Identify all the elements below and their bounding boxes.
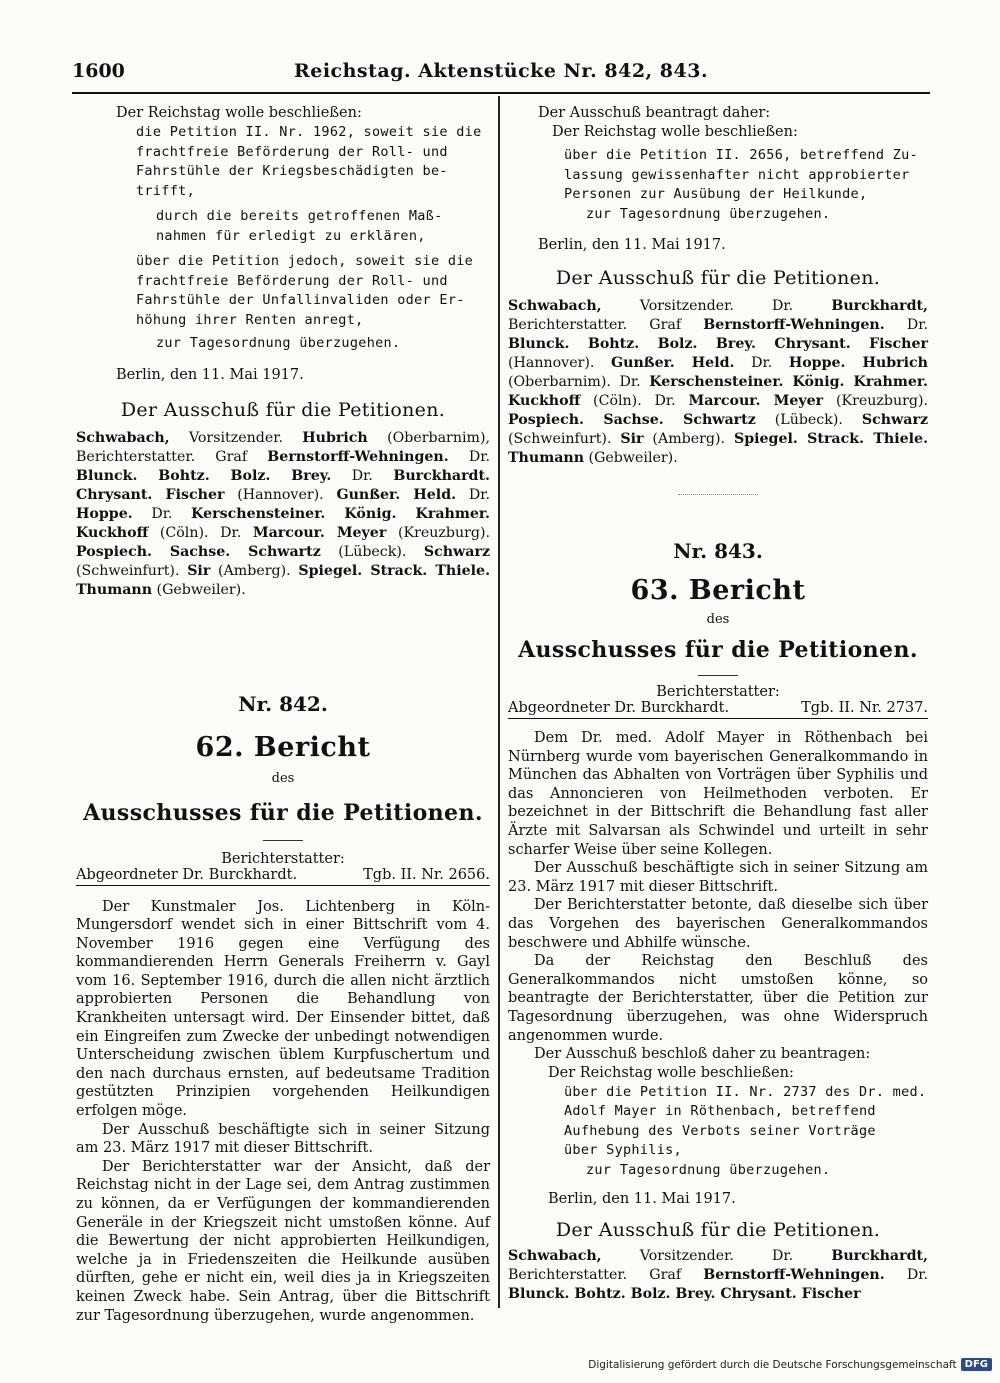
paragraph: Der Ausschuß beschäftigte sich in seiner Sitzung am 23. März 1917 mit dieser Bittschrift. — [508, 860, 928, 895]
text-line: zur Tagesordnung überzugehen. — [586, 205, 831, 222]
running-title: Reichstag. Aktenstücke Nr. 842, 843. — [293, 60, 709, 82]
reporter-row — [508, 700, 928, 719]
text-line: lassung gewissenhafter nicht approbierter — [564, 166, 910, 183]
reporter-ref: Tgb. II. Nr. 2656. — [363, 866, 490, 883]
short-rule — [698, 675, 738, 676]
report-title: 62. Bericht — [195, 731, 371, 763]
reporter-name: Abgeordneter Dr. Burckhardt. — [76, 866, 298, 883]
report-des: des — [706, 612, 730, 627]
date: Berlin, den 11. Mai 1917. — [538, 237, 726, 253]
reporter-row — [76, 867, 490, 886]
committee-heading: Ausschusses für die Petitionen. — [518, 637, 918, 663]
text-line: Fahrstühle der Kriegsbeschädigten be- — [136, 163, 448, 179]
header-rule — [72, 92, 930, 94]
separator — [678, 494, 758, 495]
text-line: über die Petition jedoch, soweit sie die — [136, 253, 474, 269]
footer — [588, 1358, 992, 1371]
column-divider — [498, 96, 500, 1308]
text-line: durch die bereits getroffenen Maß- — [156, 208, 443, 224]
text-line: frachtfreie Beförderung der Roll- und — [136, 143, 448, 160]
footer-text: Digitalisierung gefördert durch die Deutsche Forschungsgemeinschaft — [588, 1358, 957, 1371]
dfg-logo: DFG — [961, 1358, 992, 1371]
text-line: frachtfreie Beförderung der Roll- und — [136, 272, 448, 289]
committee-members: Schwabach, Vorsitzender. Hubrich (Oberbarnim), Berichterstatter. Graf Bernstorff-Wehningen. Dr. Blunck. Bohtz. Bolz. Brey. Dr. Burckhardt. Chrysant. Fischer (Hannover). Gunßer. Held. Dr. Hoppe. Dr. Kerschensteiner. König. Krahmer. Kuckhoff (Cöln). Dr. Marcour. Meyer (Kreuzburg). Pospiech. Sachse. Schwartz (Lübeck). Schwarz (Schweinfurt). Sir (Amberg). Spiegel. Strack. Thiele. Thumann (Gebweiler). — [76, 429, 491, 598]
reporter-label: Berichterstatter: — [656, 684, 780, 700]
petition-item — [508, 146, 928, 224]
paragraph: Der Ausschuß beschloß daher zu beantragen: — [534, 1046, 871, 1063]
text-line: Personen zur Ausübung der Heilkunde, — [564, 186, 868, 202]
resolution-intro: Der Reichstag wolle beschließen: — [552, 124, 798, 140]
petition-item — [508, 1083, 928, 1181]
reporter-ref: Tgb. II. Nr. 2737. — [801, 700, 928, 716]
text-line: zur Tagesordnung überzugehen. — [156, 335, 401, 351]
paragraph: Der Kunstmaler Jos. Lichtenberg in Köln-Mungersdorf wendet sich in einer Bittschrift vom 4. November 1916 gegen eine Verfügung des kommandierenden Herrn Generals Freiherrn v. Gayl vom 16. September 1916, durch die allen nicht ärztlich approbierten Personen die Behandlung von Krankheiten untersagt wird. Der Einsender bittet, daß ein Eingreifen zum Zwecke der unbedingt notwendigen Unterscheidung zwischen üblem Kurpfuschertum und den nach durchaus ernsten, auf bedeutsame Tradition gestützten Prinzipien vorgehenden Heilkundigen erfolgen möge. — [76, 898, 490, 1120]
committee-heading: Ausschusses für die Petitionen. — [83, 799, 483, 826]
page-number: 1600 — [72, 60, 125, 82]
paragraph: Der Berichterstatter war der Ansicht, daß der Reichstag nicht in der Lage sei, dem Antrag zustimmen zu können, da er Verfügungen der kommandierenden Generäle in der Kriegszeit nicht umstoßen könne. Auf die Bewertung der nicht approbierten Heilkundigen, welche ja in Friedenszeiten die Heilkunde ausüben dürften, gehe er nicht ein, weil dies ja in Kriegszeiten keinen Zweck habe. Sein Antrag, über die Bittschrift zur Tagesordnung überzugehen, wurde angenommen. — [76, 1158, 490, 1324]
page-header — [72, 60, 930, 84]
text-line: Adolf Mayer in Röthenbach, betreffend — [564, 1103, 876, 1120]
committee-title: Der Ausschuß für die Petitionen. — [555, 1219, 881, 1242]
text-line: über die Petition II. Nr. 2737 des Dr. med. — [564, 1083, 927, 1100]
text-line: über Syphilis, — [564, 1142, 682, 1159]
text-line: Aufhebung des Verbots seiner Vorträge — [564, 1122, 876, 1139]
reporter-name: Abgeordneter Dr. Burckhardt. — [508, 700, 730, 716]
right-column — [508, 104, 928, 1304]
reporter-label: Berichterstatter: — [221, 850, 345, 867]
text-line: die Petition II. Nr. 1962, soweit sie die — [136, 124, 482, 140]
petition-item-1 — [76, 123, 490, 354]
paragraph: Dem Dr. med. Adolf Mayer in Röthenbach bei Nürnberg wurde vom bayerischen Generalkommando in München das Abhalten von Vorträgen über Syphilis und das Annoncieren von Heilmethoden verboten. Er bezeichnet in der Bittschrift die Behandlung fast aller Ärzte mit Salvarsan als Schwindel und urteilt in sehr scharfer Weise über seine Kollegen. — [508, 730, 928, 858]
text-line: höhung ihrer Renten anregt, — [136, 311, 364, 328]
paragraph: Der Berichterstatter betonte, daß dieselbe sich über das Vorgehen des bayerischen Generalkommandos beschwere und Abhilfe wünsche. — [508, 897, 928, 951]
resolution-intro: Der Reichstag wolle beschließen: — [548, 1064, 794, 1081]
document-number: Nr. 843. — [673, 539, 763, 563]
document-number: Nr. 842. — [238, 691, 328, 716]
short-rule — [263, 840, 303, 841]
text-line: über die Petition II. 2656, betreffend Zu- — [564, 147, 918, 163]
committee-title: Der Ausschuß für die Petitionen. — [555, 267, 881, 289]
resolution-intro: Der Reichstag wolle beschließen: — [116, 105, 362, 121]
text-line: Fahrstühle der Unfallinvaliden oder Er- — [136, 292, 465, 308]
paragraph: Der Ausschuß beschäftigte sich in seiner Sitzung am 23. März 1917 mit dieser Bittschrift. — [76, 1121, 490, 1157]
date: Berlin, den 11. Mai 1917. — [116, 366, 304, 383]
paragraph: Da der Reichstag den Beschluß des Generalkommandos nicht umstoßen könne, so beantragte der Berichterstatter, über die Petition zur Tagesordnung überzugehen, was ohne Widerspruch angenommen wurde. — [508, 953, 928, 1044]
committee-members: Schwabach, Vorsitzender. Dr. Burckhardt, Berichterstatter. Graf Bernstorff-Wehningen. Dr. Blunck. Bohtz. Bolz. Brey. Chrysant. Fischer — [508, 1248, 928, 1303]
date: Berlin, den 11. Mai 1917. — [548, 1191, 736, 1208]
motion-intro: Der Ausschuß beantragt daher: — [538, 105, 771, 121]
committee-members: Schwabach, Vorsitzender. Dr. Burckhardt, Berichterstatter. Graf Bernstorff-Wehningen. Dr. Blunck. Bohtz. Bolz. Brey. Chrysant. Fischer (Hannover). Gunßer. Held. Dr. Hoppe. Hubrich (Oberbarnim). Dr. Kerschensteiner. König. Krahmer. Kuckhoff (Cöln). Dr. Marcour. Meyer (Kreuzburg). Pospiech. Sachse. Schwartz (Lübeck). Schwarz (Schweinfurt). Sir (Amberg). Spiegel. Strack. Thiele. Thumann (Gebweiler). — [508, 298, 929, 466]
report-title: 63. Bericht — [630, 575, 806, 606]
text-line: nahmen für erledigt zu erklären, — [156, 227, 426, 244]
committee-title: Der Ausschuß für die Petitionen. — [120, 398, 446, 421]
text-line: trifft, — [136, 182, 195, 199]
left-column — [76, 104, 490, 1325]
report-des: des — [271, 770, 295, 786]
text-line: zur Tagesordnung überzugehen. — [586, 1161, 831, 1178]
